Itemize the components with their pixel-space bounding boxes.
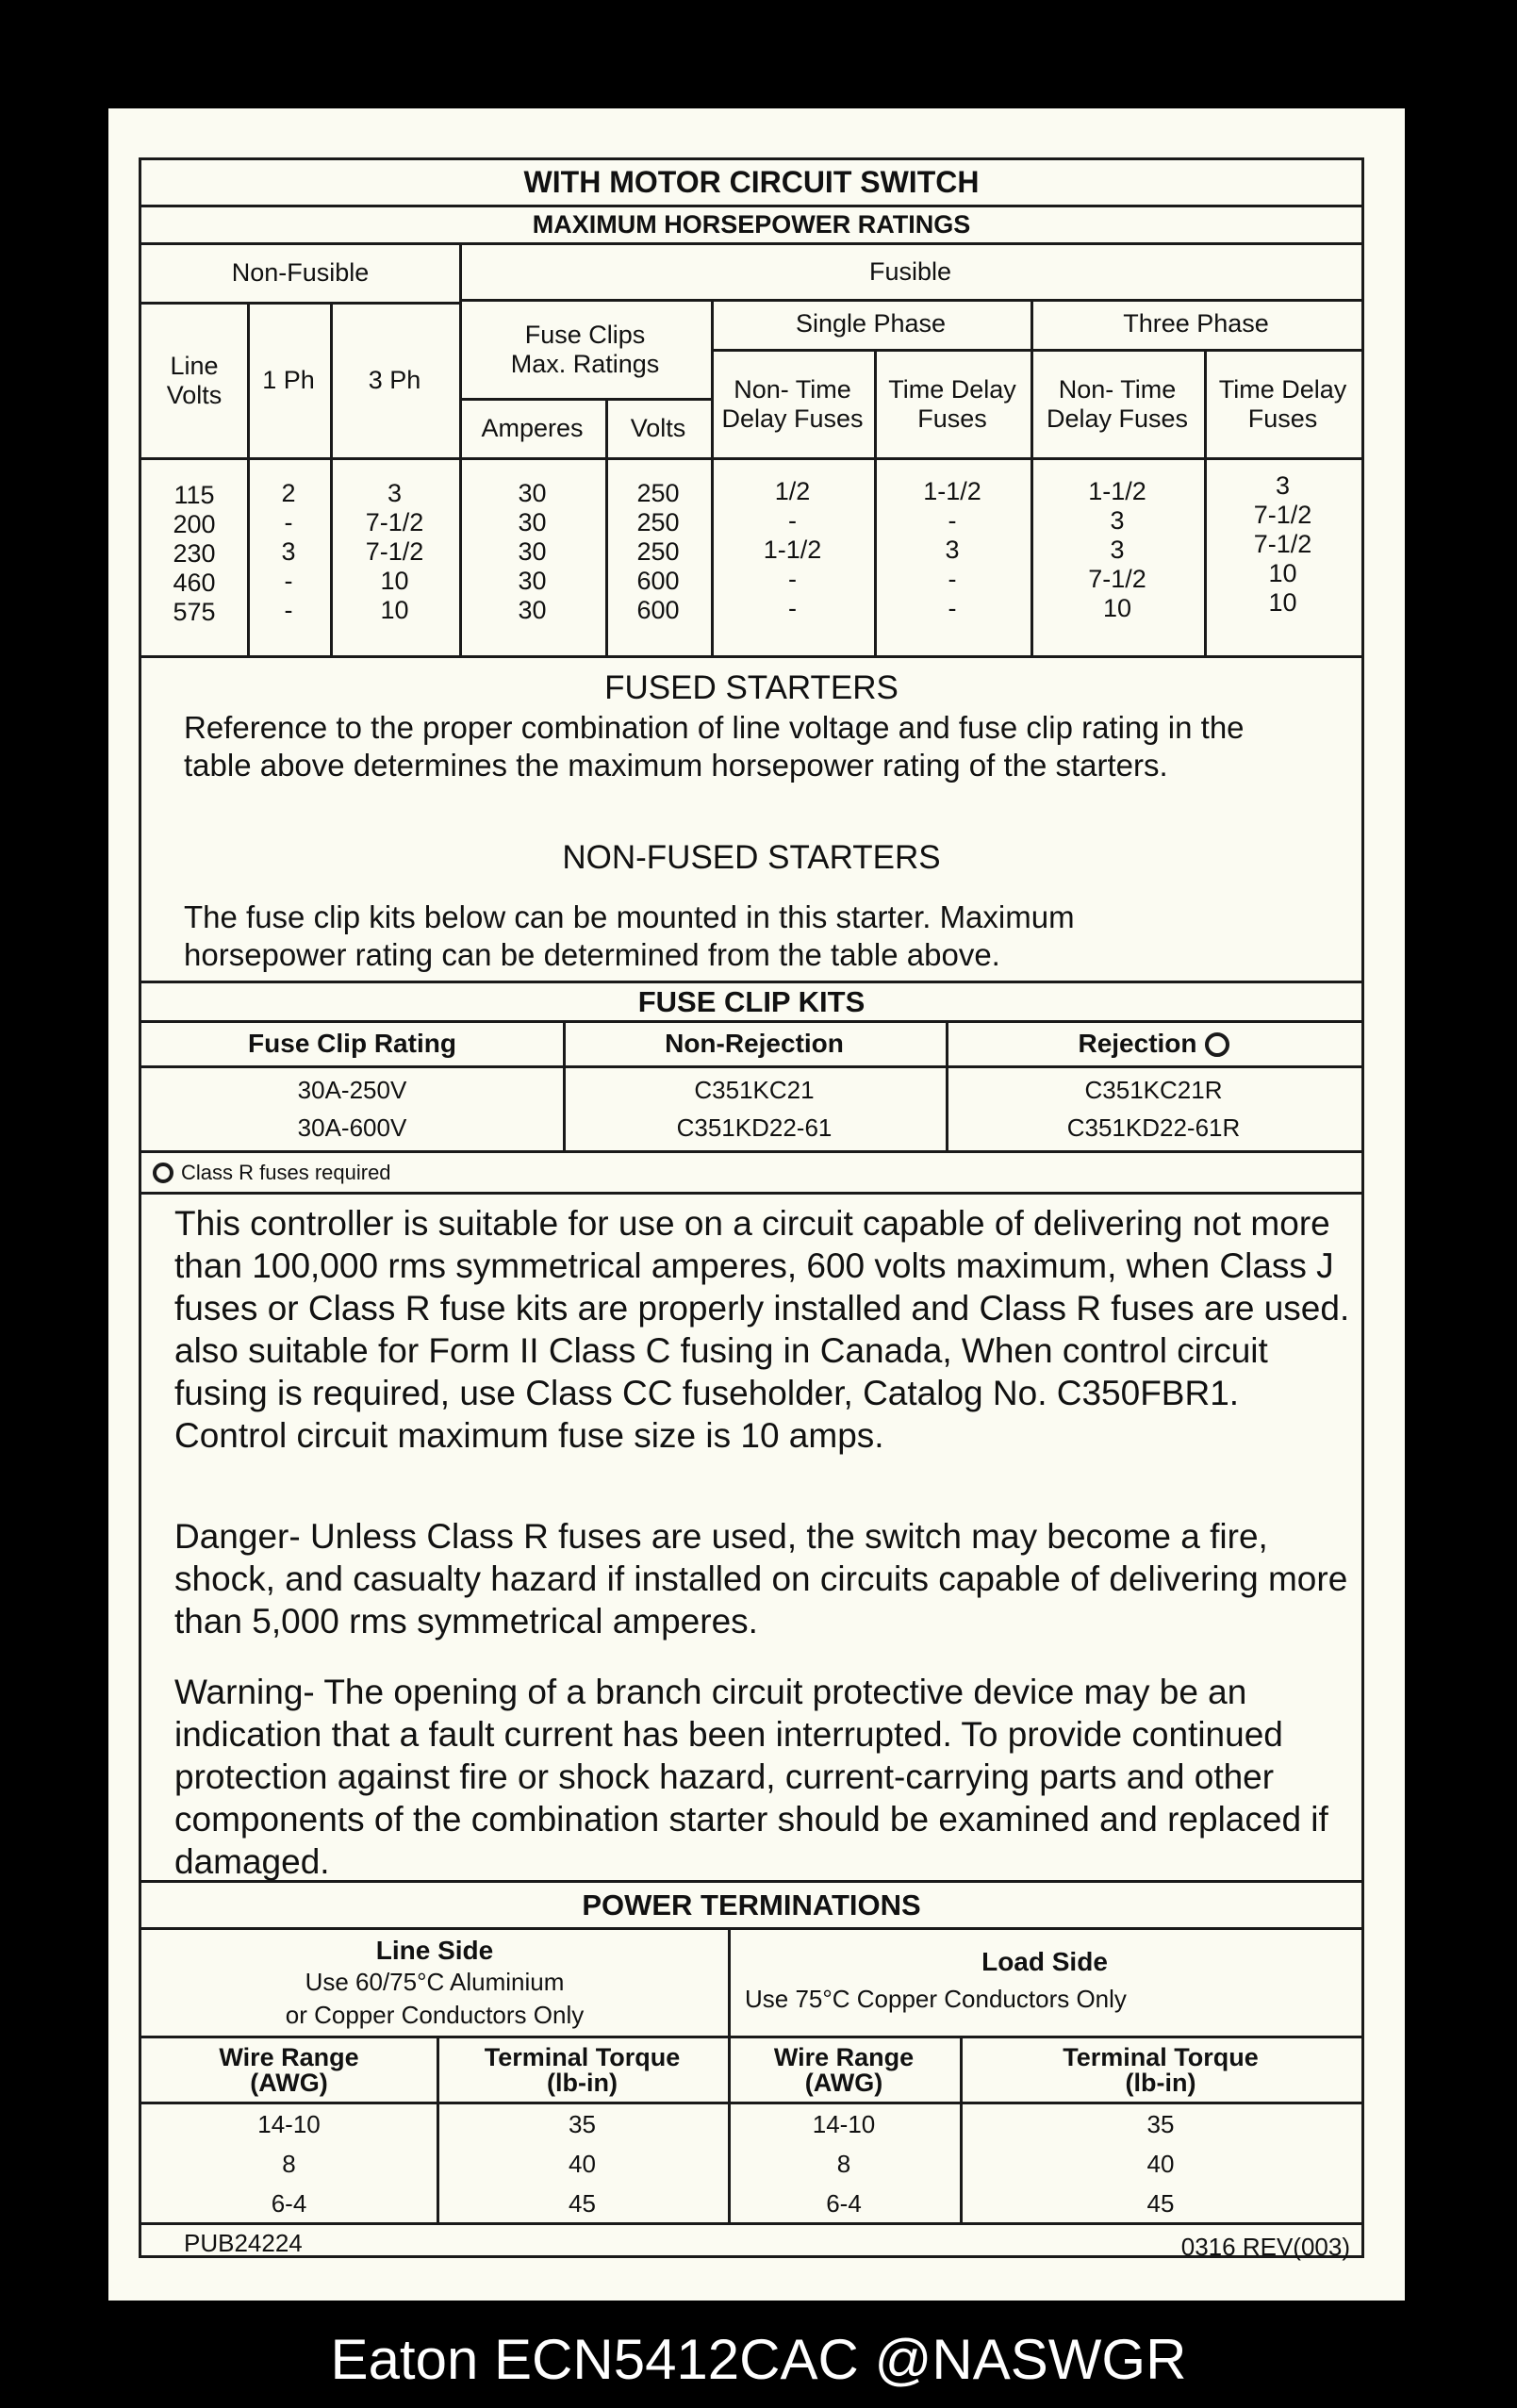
footer-row: [141, 2222, 1361, 2261]
col-1ph: 2 - 3 - -: [281, 479, 296, 624]
col-line-volts: 115 200 230 460 575: [173, 481, 216, 626]
fuse-clips-header: Fuse Clips Max. Ratings: [510, 320, 660, 378]
fused-starters-text: Reference to the proper combination of line voltage and fuse clip rating in the table above determines the maximum horsepower rating of the starters.: [184, 710, 1245, 783]
single-phase-header: Single Phase: [795, 308, 947, 338]
kits-col-nonrej: Non-Rejection: [665, 1029, 844, 1059]
circle-icon: [153, 1163, 173, 1183]
power-data: [141, 2104, 1361, 2222]
load-wire-range-header: Wire Range (AWG): [773, 2042, 915, 2097]
col-3ph: 3 7-1/2 7-1/2 10 10: [365, 479, 424, 624]
line-wire-col: 14-10 8 6-4: [257, 2110, 321, 2218]
main-title: WITH MOTOR CIRCUIT SWITCH: [141, 160, 1361, 207]
col-tp-td: 3 7-1/2 7-1/2 10 10: [1253, 471, 1312, 617]
load-torque-header: Terminal Torque (lb-in): [1063, 2042, 1259, 2097]
col-sp-td: 1-1/2 - 3 - -: [923, 477, 981, 622]
kits-header-row: [141, 1023, 1361, 1068]
kits-note: [141, 1153, 1361, 1195]
load-side-title: Load Side: [981, 1947, 1108, 1976]
pub-number: PUB24224: [184, 2229, 303, 2257]
non-fused-starters-title: NON-FUSED STARTERS: [562, 839, 941, 876]
three-phase-header: Three Phase: [1123, 308, 1269, 338]
tp-td-header: Time Delay Fuses: [1218, 374, 1347, 433]
power-header-row: [141, 2038, 1361, 2104]
kit-rej-1: C351KD22-61R: [1066, 1113, 1241, 1143]
power-terminations-title: POWER TERMINATIONS: [141, 1883, 1361, 1930]
danger-paragraph: Danger- Unless Class R fuses are used, the switch may become a fire, shock, and casualty hazard if installed on circuits capable of delivering more than 5,000 rms symmetrical amperes.: [174, 1517, 1348, 1641]
label-sticker: [108, 108, 1405, 2301]
circle-icon: [1205, 1032, 1229, 1057]
kits-col-rating: Fuse Clip Rating: [248, 1029, 456, 1059]
non-fusible-header: Non-Fusible: [231, 258, 370, 288]
col-volts: 250 250 250 600 600: [636, 479, 680, 624]
kit-rating-0: 30A-250V: [297, 1076, 407, 1105]
kits-note-text: Class R fuses required: [181, 1160, 391, 1184]
kit-nonrej-0: C351KC21: [694, 1076, 815, 1105]
sub-title: MAXIMUM HORSEPOWER RATINGS: [141, 207, 1361, 245]
sp-non-td-header: Non- Time Delay Fuses: [721, 374, 864, 433]
non-fused-starters-text: The fuse clip kits below can be mounted in this starter. Maximum horsepower rating can be determined from the table above.: [184, 899, 1075, 972]
label-frame: [139, 157, 1364, 2261]
three-ph-header: 3 Ph: [368, 366, 421, 395]
amperes-header: Amperes: [481, 414, 584, 443]
kits-body: [141, 1068, 1361, 1153]
starters-section: [141, 658, 1361, 983]
line-volts-header: Line Volts: [166, 351, 223, 409]
warning-paragraph: Warning- The opening of a branch circuit protective device may be an indication that a fault current has been interrupted. To provide continued protection against fire or shock hazard, current-carrying parts and other components of the combination starter should be examined and replaced if damaged.: [174, 1673, 1328, 1881]
col-sp-non-td: 1/2 - 1-1/2 - -: [763, 477, 822, 622]
hp-table: [141, 245, 1361, 658]
line-side-title: Line Side: [375, 1936, 494, 1965]
line-wire-range-header: Wire Range (AWG): [219, 2042, 359, 2097]
fuse-clip-kits-title: FUSE CLIP KITS: [141, 983, 1361, 1023]
load-torque-col: 35 40 45: [1146, 2110, 1175, 2218]
line-side-note-1: Use 60/75°C Aluminium: [305, 1968, 565, 1996]
kit-nonrej-1: C351KD22-61: [676, 1113, 833, 1143]
notice-paragraph-1: This controller is suitable for use on a circuit capable of delivering not more than 100,000 rms symmetrical amperes, 600 volts maximum, when Class J fuses or Class R fuse kits are properly installed and Class R fuses are used. also suitable for Form II Class C fusing in Canada, When control circuit fusing is required, use Class CC fuseholder, Catalog No. C350FBR1. Control circuit maximum fuse size is 10 amps.: [174, 1204, 1350, 1455]
load-side-note: Use 75°C Copper Conductors Only: [745, 1985, 1127, 2013]
fused-starters-title: FUSED STARTERS: [604, 669, 899, 706]
one-ph-header: 1 Ph: [262, 366, 315, 395]
tp-non-td-header: Non- Time Delay Fuses: [1046, 374, 1189, 433]
line-torque-col: 35 40 45: [569, 2110, 596, 2218]
fusible-header: Fusible: [868, 256, 952, 286]
volts-header: Volts: [630, 414, 686, 443]
revision: 0316 REV(003): [1180, 2233, 1350, 2261]
line-torque-header: Terminal Torque (lb-in): [484, 2042, 681, 2097]
col-amperes: 30 30 30 30 30: [518, 479, 547, 624]
notice-section: [141, 1195, 1361, 1883]
kits-col-rej: Rejection: [946, 1023, 1361, 1065]
load-wire-col: 14-10 8 6-4: [812, 2110, 876, 2218]
power-sides-row: [141, 1930, 1361, 2038]
kit-rej-0: C351KC21R: [1084, 1076, 1223, 1105]
kit-rating-1: 30A-600V: [297, 1113, 407, 1143]
sp-td-header: Time Delay Fuses: [888, 374, 1016, 433]
line-side-note-2: or Copper Conductors Only: [285, 2001, 585, 2029]
col-tp-non-td: 1-1/2 3 3 7-1/2 10: [1088, 477, 1146, 622]
image-caption: Eaton ECN5412CAC @NASWGR: [330, 2328, 1187, 2391]
